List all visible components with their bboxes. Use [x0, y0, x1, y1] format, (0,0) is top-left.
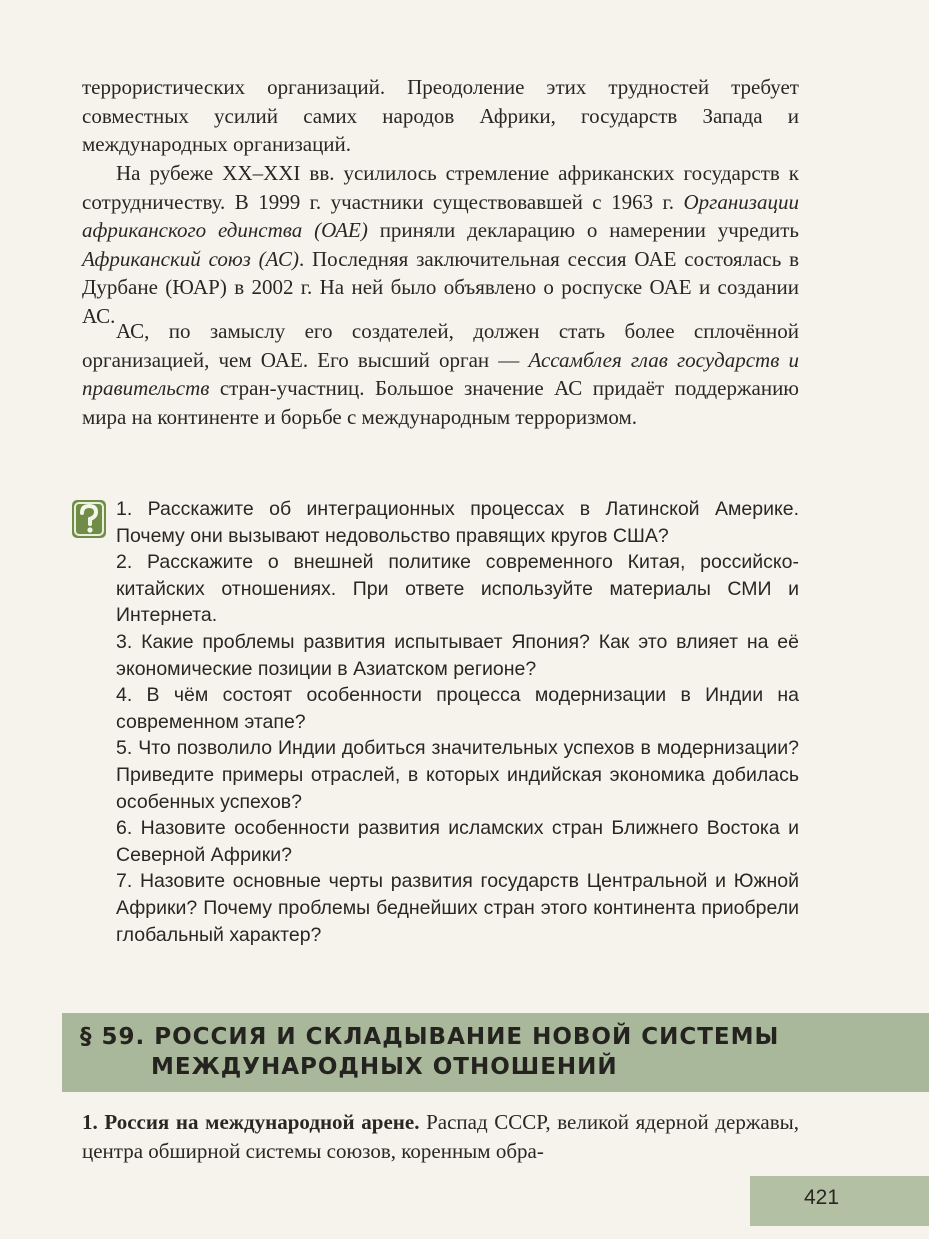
- subsection-paragraph: 1. Россия на международной арене. Распад СССР, великой ядерной державы, центра обширной системы союзов, коренным обра-: [82, 1110, 799, 1163]
- question-item: 3. Какие проблемы развития испытывает Япония? Как это влияет на её экономические позиции в Азиатском регионе?: [116, 630, 799, 680]
- paragraph-1: террористических организаций. Преодоление этих трудностей требует совместных усилий самих народов Африки, государств Запада и международных организаций.: [82, 75, 799, 157]
- review-questions: [116, 496, 799, 948]
- question-item: 5. Что позволило Индии добиться значительных успехов в модернизации? Приведите примеры отраслей, в которых индийская экономика добилась особенных успехов?: [116, 737, 799, 813]
- oau-term: Организации африканского единства (ОАЕ): [82, 189, 799, 243]
- section-title-line-1: § 59. РОССИЯ И СКЛАДЫВАНИЕ НОВОЙ СИСТЕМЫ: [80, 1024, 780, 1050]
- question-item: 7. Назовите основные черты развития государств Центральной и Южной Африки? Почему проблемы беднейших стран этого континента приобрели глобальный характер?: [116, 870, 799, 946]
- au-term: Африканский союз (АС): [82, 246, 299, 271]
- assembly-term: Ассамблея глав государств и правительств: [82, 347, 799, 401]
- paragraph-3: АС, по замыслу его создателей, должен стать более сплочённой организацией, чем ОАЕ. Его высший орган — Ассамблея глав государств и правительств стран-участниц. Большое значение АС придаёт поддержанию мира на континенте и борьбе с международным терроризмом.: [82, 319, 799, 429]
- question-item: 6. Назовите особенности развития исламских стран Ближнего Востока и Северной Африки?: [116, 817, 799, 866]
- question-item: 1. Расскажите об интеграционных процессах в Латинской Америке. Почему они вызывают недовольство правящих кругов США?: [116, 498, 799, 547]
- subsection-heading: 1. Россия на международной арене.: [82, 1110, 420, 1134]
- paragraph-2: На рубеже XX–XXI вв. усилилось стремление африканских государств к сотрудничеству. В 1999 г. участники существовавшей с 1963 г. Организации африканского единства (ОАЕ) приняли декларацию о намерении учредить Африканский союз (АС). Последняя заключительная сессия ОАЕ состоялась в Дурбане (ЮАР) в 2002 г. На ней было объявлено о роспуске ОАЕ и создании АС.: [82, 161, 800, 328]
- page-number: 421: [804, 1186, 840, 1209]
- question-item: 4. В чём состоят особенности процесса модернизации в Индии на современном этапе?: [116, 684, 799, 733]
- section-title: [80, 1022, 840, 1082]
- question-item: 2. Расскажите о внешней политике современного Китая, российско-китайских отношениях. При ответе используйте материалы СМИ и Интернета.: [116, 551, 799, 627]
- question-mark-icon: [72, 500, 106, 538]
- section-title-line-2: МЕЖДУНАРОДНЫХ ОТНОШЕНИЙ: [151, 1054, 618, 1080]
